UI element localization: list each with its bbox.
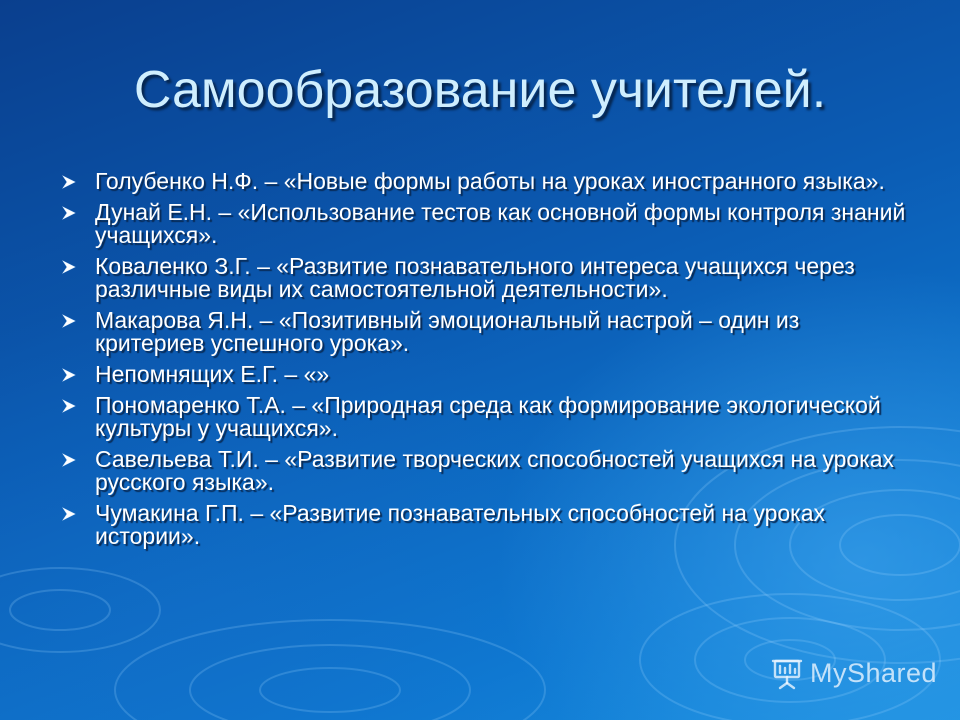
list-item-text: Макарова Я.Н. – «Позитивный эмоциональный настрой – один из критериев успешного урока». [95,307,800,356]
list-item [62,309,912,355]
list-item-text: Савельева Т.И. – «Развитие творческих способностей учащихся на уроках русского языка». [95,446,895,495]
list-item-text: Коваленко З.Г. – «Развитие познавательного интереса учащихся через различные виды их самостоятельной деятельности». [95,253,855,302]
arrowhead-bullet-icon [62,314,76,328]
list-item-text: Чумакина Г.П. – «Развитие познавательных способностей на уроках истории». [95,500,826,549]
bullet-list [62,170,912,556]
arrowhead-bullet-icon [62,453,76,467]
arrowhead-bullet-icon [62,399,76,413]
list-item-text: Непомнящих Е.Г. – «» [95,361,330,387]
slide-title: Самообразование учителей. [133,61,827,119]
list-item [62,201,912,247]
arrowhead-bullet-icon [62,175,76,189]
list-item-text: Пономаренко Т.А. – «Природная среда как формирование экологической культуры у учащихся». [95,392,881,441]
watermark-text: MyShared [810,657,938,688]
arrowhead-bullet-icon [62,507,76,521]
list-item [62,255,912,301]
arrowhead-bullet-icon [62,206,76,220]
list-item [62,502,912,548]
list-item [62,394,912,440]
arrowhead-bullet-icon [62,368,76,382]
list-item-text: Голубенко Н.Ф. – «Новые формы работы на уроках иностранного языка». [95,168,885,194]
list-item [62,363,912,386]
watermark-logo [770,656,937,690]
list-item-text: Дунай Е.Н. – «Использование тестов как основной формы контроля знаний учащихся». [95,199,906,248]
list-item [62,448,912,494]
projector-screen-icon [770,656,804,690]
arrowhead-bullet-icon [62,260,76,274]
list-item [62,170,912,193]
